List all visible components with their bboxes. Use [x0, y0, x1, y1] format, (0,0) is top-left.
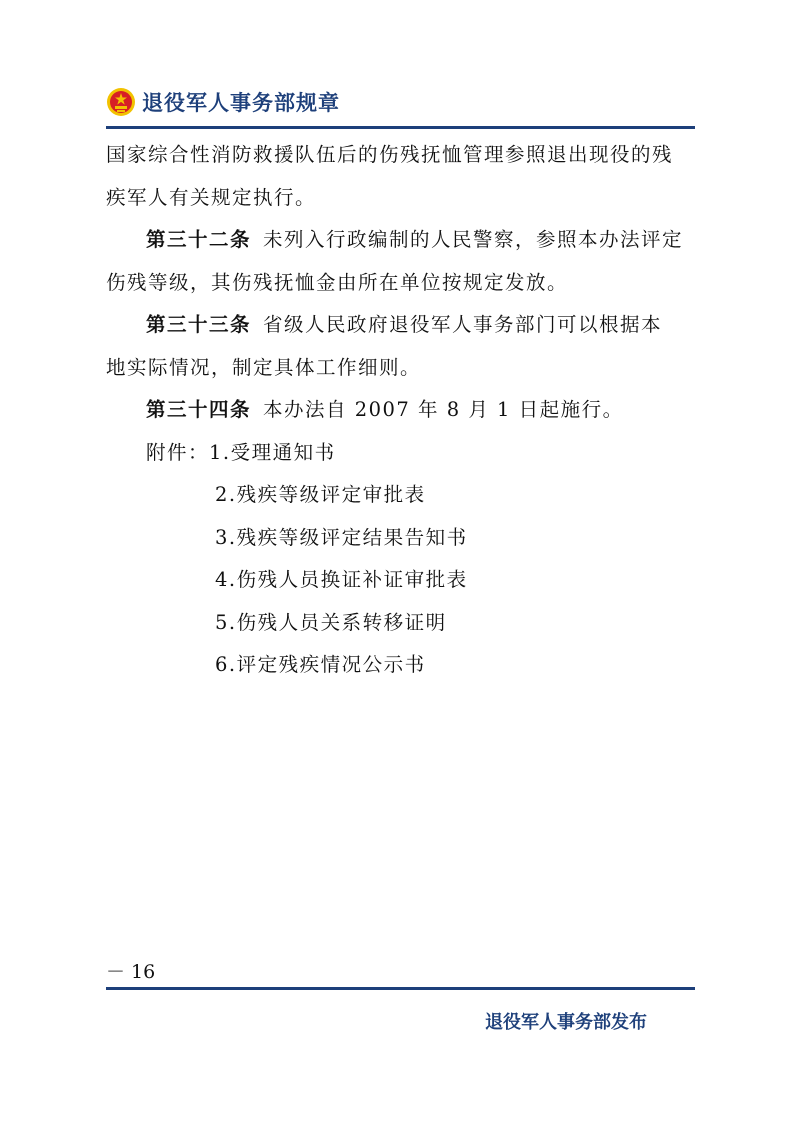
article-32-label: 第三十二条: [146, 228, 252, 251]
body-line: 国家综合性消防救援队伍后的伤残抚恤管理参照退出现役的残: [106, 143, 674, 166]
body-line: 疾军人有关规定执行。: [106, 185, 317, 209]
page-header: [106, 86, 340, 118]
footer-publisher: 退役军人事务部发布: [485, 1012, 647, 1033]
article-32: [106, 219, 700, 262]
header-divider: [106, 126, 695, 129]
document-body: [106, 134, 700, 687]
article-33: [106, 304, 700, 347]
attachment-item-1: 附件：1.受理通知书: [146, 440, 336, 464]
header-title: 退役军人事务部规章: [142, 91, 340, 115]
attachment-item: 6.评定残疾情况公示书: [215, 653, 426, 676]
article-33-text: 省级人民政府退役军人事务部门可以根据本: [263, 313, 663, 336]
article-34: [106, 389, 700, 432]
footer-divider: [106, 987, 695, 990]
article-34-label: 第三十四条: [146, 398, 252, 421]
attachment-item: 3.残疾等级评定结果告知书: [215, 525, 468, 549]
article-34-text: 本办法自 2007 年 8 月 1 日起施行。: [263, 398, 624, 421]
article-32-cont: 伤残等级，其伤残抚恤金由所在单位按规定发放。: [106, 270, 569, 294]
page-number: － 16: [106, 961, 156, 983]
national-emblem-icon: [106, 87, 136, 117]
attachment-item: 5.伤残人员关系转移证明: [215, 610, 447, 634]
article-33-cont: 地实际情况，制定具体工作细则。: [106, 355, 422, 379]
attachment-item: 2.残疾等级评定审批表: [215, 483, 426, 506]
attachment-item: 4.伤残人员换证补证审批表: [215, 568, 468, 591]
article-33-label: 第三十三条: [146, 313, 252, 336]
article-32-text: 未列入行政编制的人民警察，参照本办法评定: [263, 228, 684, 251]
